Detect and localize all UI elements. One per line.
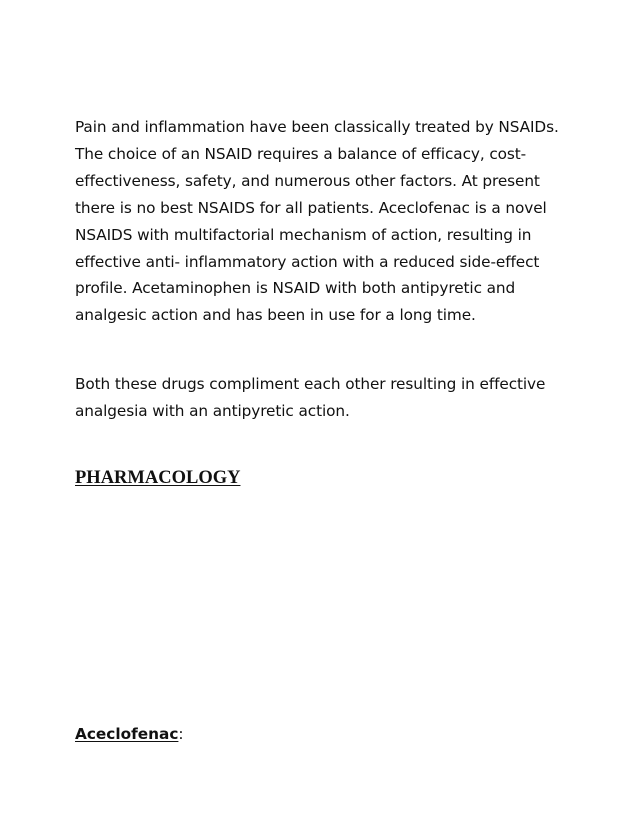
paragraph-line: profile. Acetaminophen is NSAID with both antipyretic and: [75, 279, 516, 298]
paragraph-line: NSAIDS with multifactorial mechanism of action, resulting in: [75, 225, 532, 244]
subsection-title: Aceclofenac: [75, 725, 179, 743]
paragraph-line: there is no best NSAIDS for all patients. Aceclofenac is a novel: [75, 198, 547, 217]
section-heading-pharmacology: PHARMACOLOGY: [75, 468, 241, 488]
paragraph-line: Pain and inflammation have been classically treated by NSAIDs.: [75, 118, 559, 136]
paragraph-line: The choice of an NSAID requires a balance of efficacy, cost-: [75, 144, 527, 163]
subsection-colon: :: [178, 725, 184, 743]
paragraph-line: effective anti- inflammatory action with a reduced side-effect: [75, 252, 540, 271]
paragraph-line: effectiveness, safety, and numerous other factors. At present: [75, 171, 540, 190]
paragraph-line: analgesia with an antipyretic action.: [75, 401, 350, 420]
paragraph-line: analgesic action and has been in use for a long time.: [75, 306, 476, 325]
paragraph-line: Both these drugs compliment each other resulting in effective: [75, 375, 546, 393]
subsection-heading-aceclofenac: [75, 725, 184, 743]
intro-paragraph: [75, 114, 575, 329]
combination-paragraph: [75, 371, 575, 425]
